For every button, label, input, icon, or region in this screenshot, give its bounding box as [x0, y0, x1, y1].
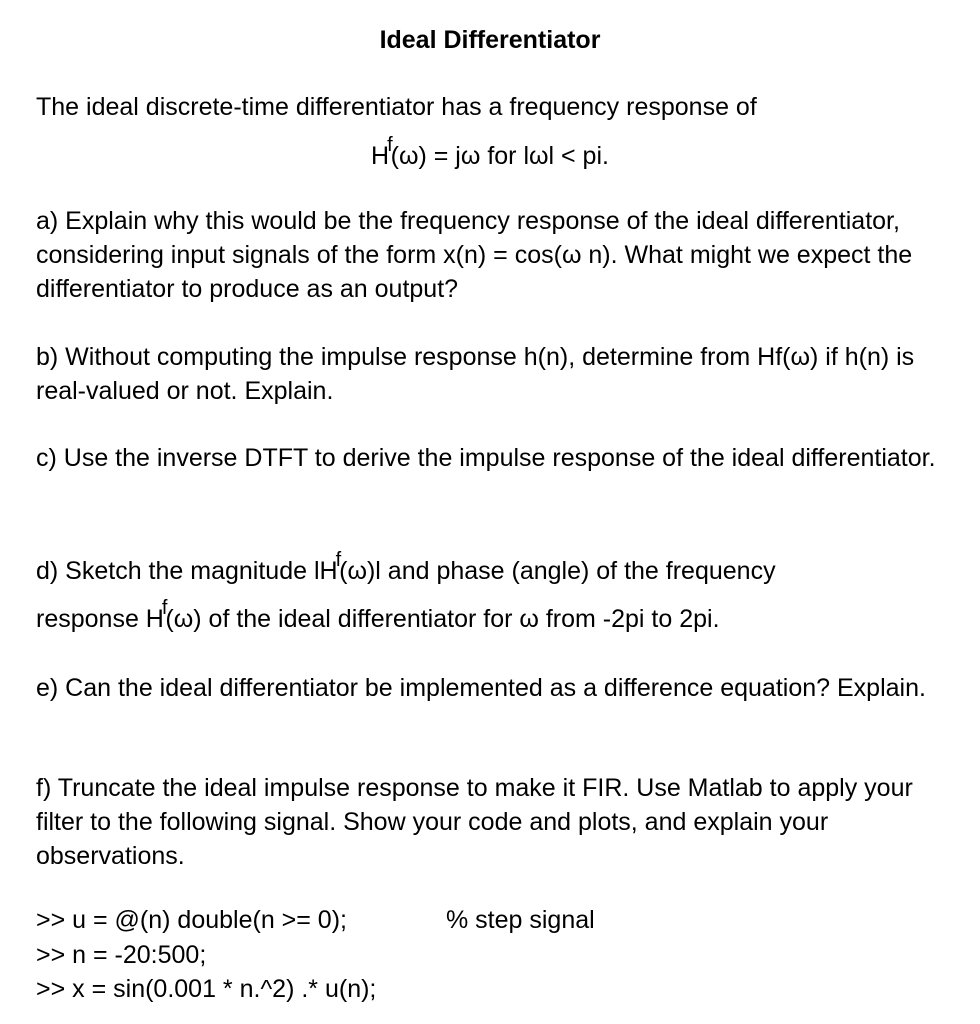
part-e-text: e) Can the ideal differentiator be implemented as a difference equation? Explain.	[36, 674, 926, 702]
code-line-3: >> x = sin(0.001 * n.^2) .* u(n);	[36, 975, 377, 1003]
part-d-line2-superscript: f	[161, 597, 168, 619]
intro-text: The ideal discrete-time differentiator has a frequency response of	[36, 93, 757, 121]
equation-rest: (ω) = jω for lωl < pi.	[390, 142, 609, 170]
part-d-line1-pre: d) Sketch the magnitude lH	[36, 557, 338, 585]
part-d-line1-post: (ω)l and phase (angle) of the frequency	[339, 557, 776, 585]
frequency-response-equation	[0, 134, 980, 175]
code-line-2: >> n = -20:500;	[36, 941, 207, 969]
part-d-line2-pre: response H	[36, 605, 164, 633]
equation-h: H	[371, 142, 390, 170]
code-line-1-comment: % step signal	[446, 906, 595, 934]
code-line-1	[36, 903, 936, 937]
code-line-1-text: >> u = @(n) double(n >= 0);	[36, 906, 347, 934]
equation-superscript: f	[387, 134, 393, 156]
document-title: Ideal Differentiator	[379, 26, 601, 54]
part-d-line1-superscript: f	[335, 549, 342, 571]
part-f-text: f) Truncate the ideal impulse response to make it FIR. Use Matlab to apply your filter to the following signal. Show your code and plots, and explain your observations.	[36, 774, 913, 870]
part-c-text: c) Use the inverse DTFT to derive the impulse response of the ideal differentiator.	[36, 444, 936, 472]
part-d-line2-post: (ω) of the ideal differentiator for ω from -2pi to 2pi.	[165, 605, 720, 633]
part-d-line1	[36, 549, 951, 590]
part-a-text: a) Explain why this would be the frequency response of the ideal differentiator, considering input signals of the form x(n) = cos(ω n). What might we expect the differentiator to produce as an output?	[36, 207, 913, 303]
part-b-text: b) Without computing the impulse response h(n), determine from Hf(ω) if h(n) is real-valued or not. Explain.	[36, 343, 915, 405]
part-d-line2	[36, 597, 951, 638]
